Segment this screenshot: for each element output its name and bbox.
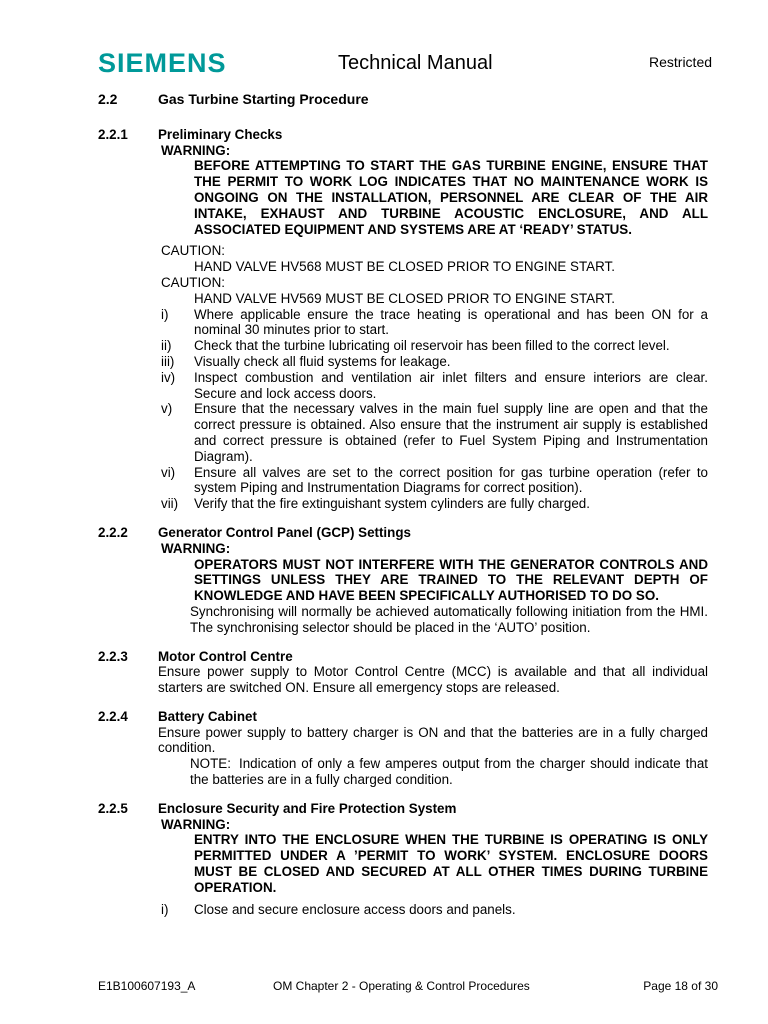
- warning-label: WARNING:: [161, 142, 231, 158]
- warning-label: WARNING:: [161, 540, 231, 556]
- section-heading: [98, 92, 708, 108]
- list-item-number: ii): [161, 338, 172, 354]
- warning-label: WARNING:: [161, 816, 231, 832]
- document-title: Technical Manual: [338, 52, 493, 74]
- caution-label: CAUTION:: [161, 274, 225, 290]
- subsection-battery-cabinet: [98, 709, 708, 788]
- note: [190, 756, 708, 788]
- subsection-title: Generator Control Panel (GCP) Settings: [158, 524, 411, 540]
- warning-text: BEFORE ATTEMPTING TO START THE GAS TURBINE ENGINE, ENSURE THAT THE PERMIT TO WORK LOG INDICATES THAT NO MAINTENANCE WORK IS ONGOING ON THE INSTALLATION, PERSONNEL ARE CLEAR OF THE AIR INTAKE, EXHAUST AND TURBINE ACOUSTIC ENCLOSURE, AND ALL ASSOCIATED EQUIPMENT AND SYSTEMS ARE AT ‘READY’ STATUS.: [194, 158, 708, 237]
- subsection-title: Battery Cabinet: [158, 708, 257, 724]
- subsection-motor-control-centre: [98, 649, 708, 696]
- list-item-text: Close and secure enclosure access doors and panels.: [194, 901, 516, 917]
- document-body: [98, 92, 708, 930]
- list-item-number: vi): [161, 464, 176, 480]
- subsection-title: Motor Control Centre: [158, 648, 293, 664]
- document-id: E1B100607193_A: [98, 979, 196, 993]
- subsection-number: 2.2.2: [98, 524, 128, 540]
- page-number: Page 18 of 30: [643, 979, 718, 993]
- subsection-title: Enclosure Security and Fire Protection System: [158, 800, 457, 816]
- list-item-text: Ensure all valves are set to the correct position for gas turbine operation (refer to system Piping and Instrumentation Diagrams for correct position).: [194, 464, 708, 496]
- note-label: NOTE:: [190, 756, 231, 772]
- section-number: 2.2: [98, 91, 118, 107]
- caution-text: HAND VALVE HV568 MUST BE CLOSED PRIOR TO ENGINE START.: [194, 259, 615, 275]
- list-item-text: Check that the turbine lubricating oil reservoir has been filled to the correct level.: [194, 338, 670, 354]
- chapter-title: OM Chapter 2 - Operating & Control Procedures: [273, 979, 530, 993]
- warning-text: OPERATORS MUST NOT INTERFERE WITH THE GENERATOR CONTROLS AND SETTINGS UNLESS THEY ARE TRAINED TO THE RELEVANT DEPTH OF KNOWLEDGE AND HAVE BEEN SPECIFICALLY AUTHORISED TO DO SO.: [194, 556, 708, 604]
- subsection-heading: [98, 127, 708, 143]
- list-item-text: Ensure that the necessary valves in the main fuel supply line are open and that the correct pressure is obtained. Also ensure that the instrument air supply is established and correct pressure is obtained (refer to Fuel System Piping and Instrumentation Diagram).: [194, 401, 708, 464]
- classification-label: Restricted: [649, 54, 713, 70]
- list-item-number: iv): [161, 369, 176, 385]
- list-item: [161, 307, 708, 339]
- list-item-text: Where applicable ensure the trace heating is operational and has been ON for a nominal 30 minutes prior to start.: [194, 306, 708, 338]
- list-item: [161, 338, 708, 354]
- paragraph: Synchronising will normally be achieved automatically following initiation from the HMI. The synchronising selector should be placed in the ‘AUTO’ position.: [190, 603, 708, 635]
- subsection-title: Preliminary Checks: [158, 126, 283, 142]
- list-item-text: Visually check all fluid systems for leakage.: [194, 353, 451, 369]
- subsection-number: 2.2.1: [98, 126, 128, 142]
- subsection-number: 2.2.4: [98, 708, 128, 724]
- subsection-enclosure-security: [98, 801, 708, 918]
- warning-text: ENTRY INTO THE ENCLOSURE WHEN THE TURBINE IS OPERATING IS ONLY PERMITTED UNDER A ’PERMIT TO WORK’ SYSTEM. ENCLOSURE DOORS MUST BE CLOSED AND SECURED AT ALL OTHER TIMES DURING TURBINE OPERATION.: [194, 832, 708, 895]
- list-item-number: i): [161, 306, 169, 322]
- subsection-preliminary-checks: [98, 127, 708, 512]
- list-item: [161, 496, 708, 512]
- checklist: [98, 307, 708, 512]
- list-item: [161, 370, 708, 402]
- paragraph: Ensure power supply to Motor Control Centre (MCC) is available and that all individual starters are switched ON. Ensure all emergency stops are released.: [158, 664, 708, 696]
- subsection-heading: [98, 709, 708, 725]
- subsection-number: 2.2.3: [98, 648, 128, 664]
- list-item-number: iii): [161, 353, 175, 369]
- list-item-number: i): [161, 901, 169, 917]
- subsection-number: 2.2.5: [98, 800, 128, 816]
- paragraph: Ensure power supply to battery charger is ON and that the batteries are in a fully charged condition.: [158, 724, 708, 756]
- checklist: [98, 902, 708, 918]
- note-text: Indication of only a few amperes output from the charger should indicate that the batteries are in a fully charged condition.: [190, 756, 708, 788]
- list-item-text: Verify that the fire extinguishant system cylinders are fully charged.: [194, 496, 590, 512]
- subsection-heading: [98, 525, 708, 541]
- list-item: [161, 401, 708, 464]
- list-item: [161, 354, 708, 370]
- subsection-heading: [98, 649, 708, 665]
- subsection-heading: [98, 801, 708, 817]
- section-title: Gas Turbine Starting Procedure: [158, 91, 369, 107]
- caution-text: HAND VALVE HV569 MUST BE CLOSED PRIOR TO ENGINE START.: [194, 290, 615, 306]
- list-item-text: Inspect combustion and ventilation air inlet filters and ensure interiors are clear. Secure and lock access doors.: [194, 369, 708, 401]
- list-item-number: v): [161, 401, 173, 417]
- caution-label: CAUTION:: [161, 243, 225, 259]
- list-item: [161, 465, 708, 497]
- list-item-number: vii): [161, 496, 179, 512]
- subsection-gcp-settings: [98, 525, 708, 636]
- siemens-logo: SIEMENS: [98, 48, 227, 78]
- list-item: [161, 902, 708, 918]
